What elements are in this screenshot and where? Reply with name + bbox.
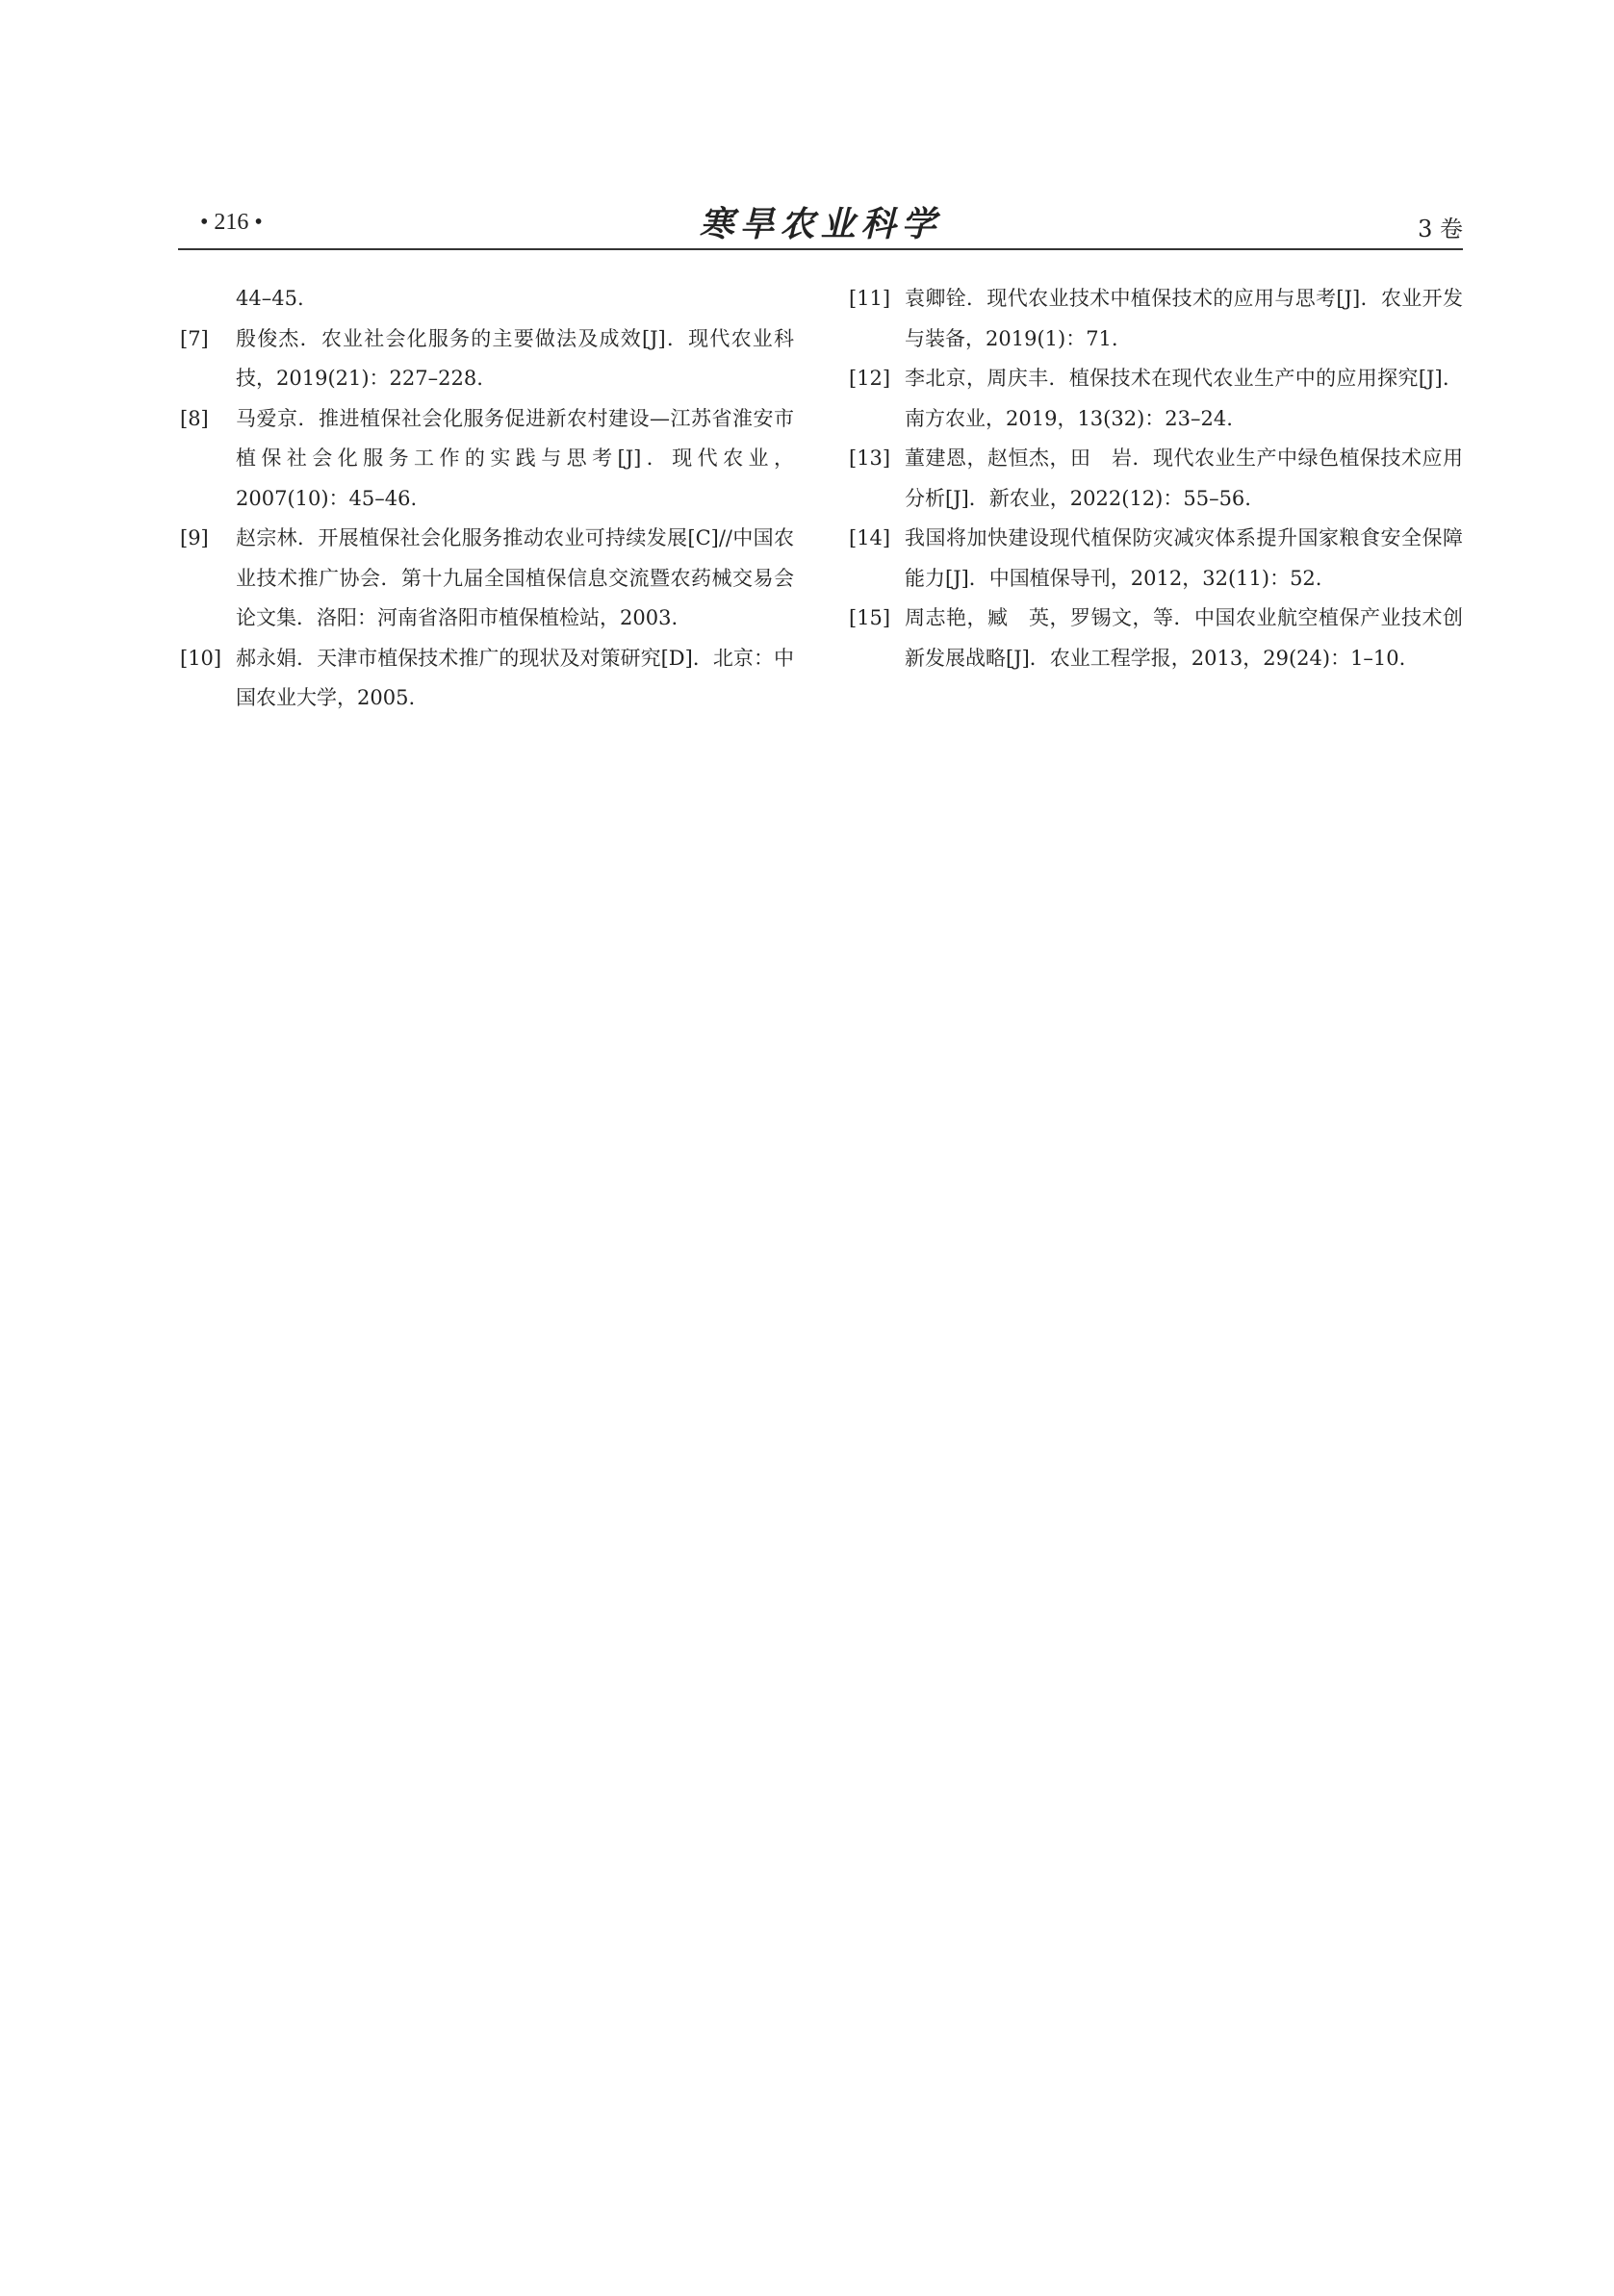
reference-column-right — [849, 279, 1463, 678]
reference-column-left — [180, 279, 794, 719]
reference-number: [15] — [849, 606, 891, 629]
reference-number: [8] — [180, 406, 209, 430]
reference-text: 袁卿铨．现代农业技术中植保技术的应用与思考[J]．农业开发与装备，2019(1)：71. — [905, 287, 1463, 350]
page-header — [178, 192, 1463, 250]
reference-text: 李北京，周庆丰．植保技术在现代农业生产中的应用探究[J]．南方农业，2019，13(32)：23–24. — [905, 367, 1463, 430]
reference-text: 周志艳，臧 英，罗锡文，等．中国农业航空植保产业技术创新发展战略[J]．农业工程学报，2013，29(24)：1–10. — [905, 606, 1463, 670]
reference-text: 马爱京．推进植保社会化服务促进新农村建设—江苏省淮安市植保社会化服务工作的实践与思考[J]．现代农业，2007(10)：45–46. — [236, 406, 794, 510]
reference-text: 郝永娟．天津市植保技术推广的现状及对策研究[D]．北京：中国农业大学，2005. — [236, 646, 794, 709]
reference-number: [9] — [180, 526, 209, 549]
journal-title: 寒旱农业科学 — [699, 204, 942, 244]
reference-item — [180, 319, 794, 399]
reference-item — [849, 599, 1463, 678]
reference-number: [12] — [849, 367, 891, 390]
reference-item — [180, 639, 794, 719]
reference-item — [849, 279, 1463, 359]
reference-text: 44–45. — [236, 287, 304, 310]
reference-item — [849, 439, 1463, 519]
reference-item — [180, 279, 794, 319]
reference-text: 我国将加快建设现代植保防灾减灾体系提升国家粮食安全保障能力[J]．中国植保导刊，2012，32(11)：52. — [905, 526, 1463, 590]
reference-item — [180, 519, 794, 639]
reference-number: [13] — [849, 446, 891, 470]
volume-label: 3 卷 — [1418, 216, 1463, 242]
reference-number: [14] — [849, 526, 891, 549]
reference-text: 殷俊杰．农业社会化服务的主要做法及成效[J]．现代农业科技，2019(21)：227–228. — [236, 326, 794, 390]
reference-number: [11] — [849, 287, 891, 310]
reference-number: [10] — [180, 646, 222, 670]
header-rule — [178, 248, 1463, 250]
reference-number: [7] — [180, 326, 209, 350]
reference-item — [849, 519, 1463, 599]
reference-text: 赵宗林．开展植保社会化服务推动农业可持续发展[C]//中国农业技术推广协会．第十九届全国植保信息交流暨农药械交易会论文集．洛阳：河南省洛阳市植保植检站，2003. — [236, 526, 794, 629]
reference-item — [849, 359, 1463, 439]
page-number: • 216 • — [200, 210, 263, 235]
reference-text: 董建恩，赵恒杰，田 岩．现代农业生产中绿色植保技术应用分析[J]．新农业，2022(12)：55–56. — [905, 446, 1463, 510]
reference-item — [180, 399, 794, 520]
